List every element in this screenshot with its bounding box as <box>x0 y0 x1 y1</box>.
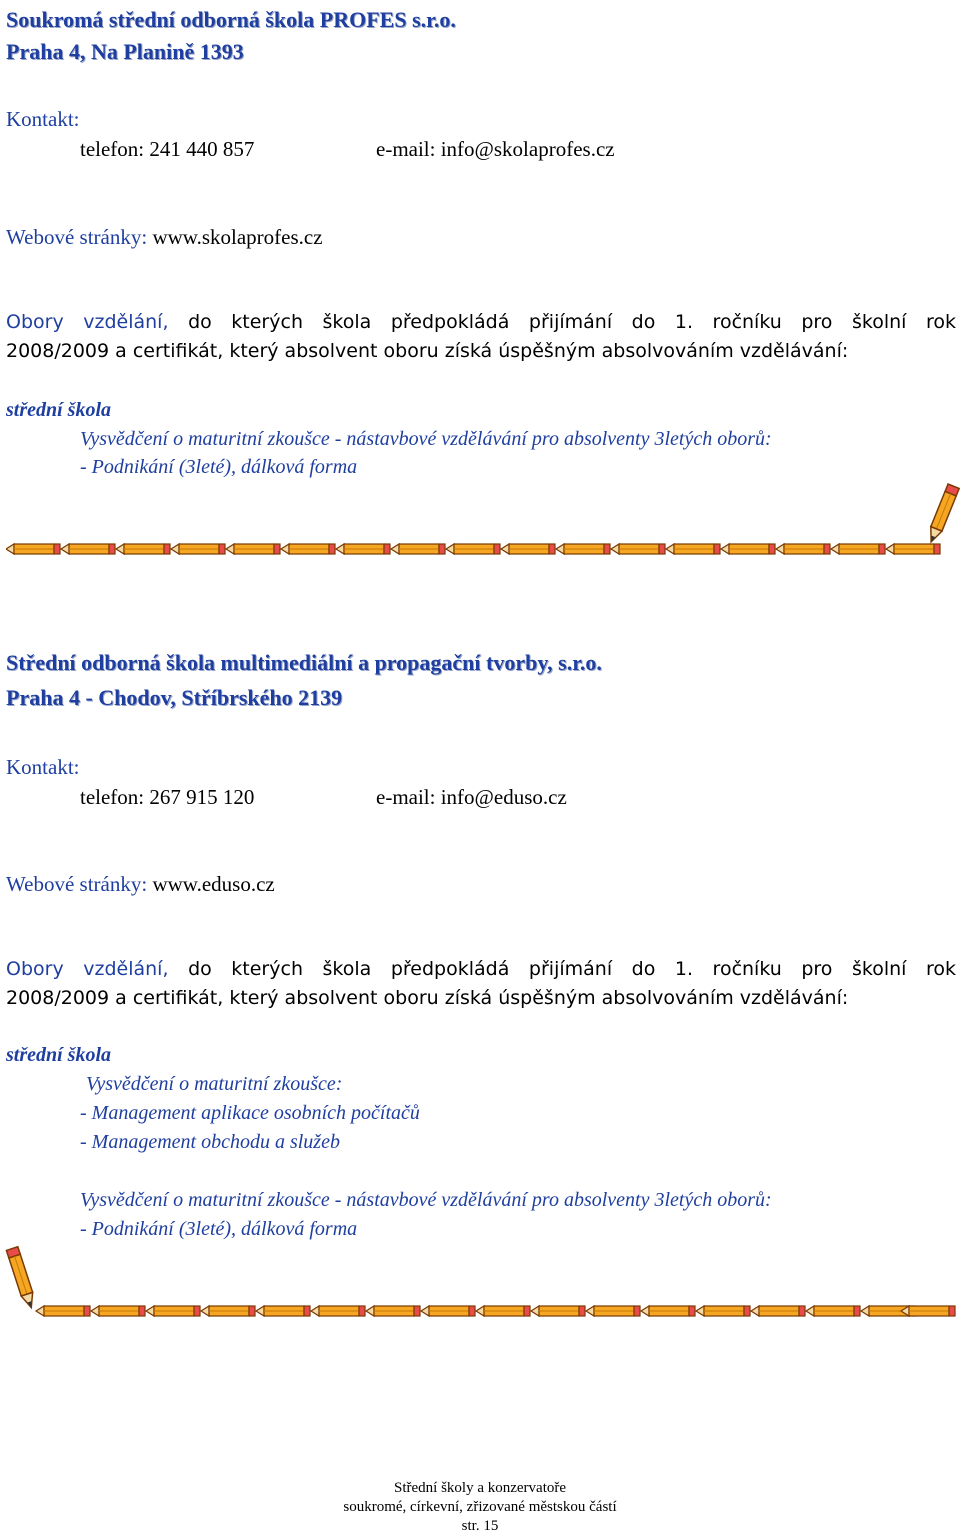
school1-web-row <box>6 224 323 250</box>
school2-level: střední škola <box>6 1044 112 1066</box>
school2-program-3: - Podnikání (3leté), dálková forma <box>80 1218 358 1240</box>
school1-email[interactable]: e-mail: info@skolaprofes.cz <box>376 137 615 161</box>
school1-web-label: Webové stránky: <box>6 225 148 249</box>
school1-level: střední škola <box>6 399 112 421</box>
pencil-divider-2 <box>6 1300 956 1322</box>
school2-web-row <box>6 871 275 897</box>
school2-obory-line2: 2008/2009 a certifikát, který absolvent oboru získá úspěšným absolvováním vzdělávání: <box>6 987 849 1009</box>
school2-obory-label: Obory vzdělání, <box>6 958 169 980</box>
page-number: str. 15 <box>461 1518 499 1534</box>
school2-name: Střední odborná škola multimediální a propagační tvorby, s.r.o. <box>6 650 602 675</box>
school2-cert1: Vysvědčení o maturitní zkoušce: <box>86 1073 343 1095</box>
school2-cert2: Vysvědčení o maturitní zkoušce - nástavbové vzdělávání pro absolventy 3letých oborů: <box>80 1189 772 1211</box>
school2-contact-label: Kontakt: <box>6 755 80 779</box>
school2-web-label: Webové stránky: <box>6 872 148 896</box>
school2-address: Praha 4 - Chodov, Stříbrského 2139 <box>6 685 343 710</box>
school2-phone: telefon: 267 915 120 <box>80 785 255 809</box>
school1-phone: telefon: 241 440 857 <box>80 137 255 161</box>
school1-web-link[interactable]: www.skolaprofes.cz <box>152 225 323 249</box>
pencil-divider-1 <box>6 538 956 560</box>
school2-program-1: - Management aplikace osobních počítačů <box>80 1102 420 1124</box>
school1-contact-label: Kontakt: <box>6 107 80 131</box>
school1-obory-line1: Obory vzdělání, do kterých škola předpokládá přijímání do 1. ročníku pro školní rok <box>6 311 956 333</box>
school1-obory-line2: 2008/2009 a certifikát, který absolvent oboru získá úspěšným absolvováním vzdělávání: <box>6 340 849 362</box>
school2-email[interactable]: e-mail: info@eduso.cz <box>376 785 567 809</box>
school2-web-link[interactable]: www.eduso.cz <box>152 872 275 896</box>
footer-line1: Střední školy a konzervatoře <box>393 1480 567 1496</box>
school2-obory-line1: Obory vzdělání, do kterých škola předpokládá přijímání do 1. ročníku pro školní rok <box>6 958 956 980</box>
school1-name: Soukromá střední odborná škola PROFES s.r.o. <box>6 7 456 32</box>
school1-program-1: - Podnikání (3leté), dálková forma <box>80 456 358 478</box>
school1-address: Praha 4, Na Planině 1393 <box>6 39 244 64</box>
school2-program-2: - Management obchodu a služeb <box>80 1131 340 1153</box>
footer-line2: soukromé, církevní, zřizované městskou částí <box>343 1499 617 1515</box>
school1-obory-label: Obory vzdělání, <box>6 311 169 333</box>
school1-cert: Vysvědčení o maturitní zkoušce - nástavbové vzdělávání pro absolventy 3letých oborů: <box>80 428 772 450</box>
